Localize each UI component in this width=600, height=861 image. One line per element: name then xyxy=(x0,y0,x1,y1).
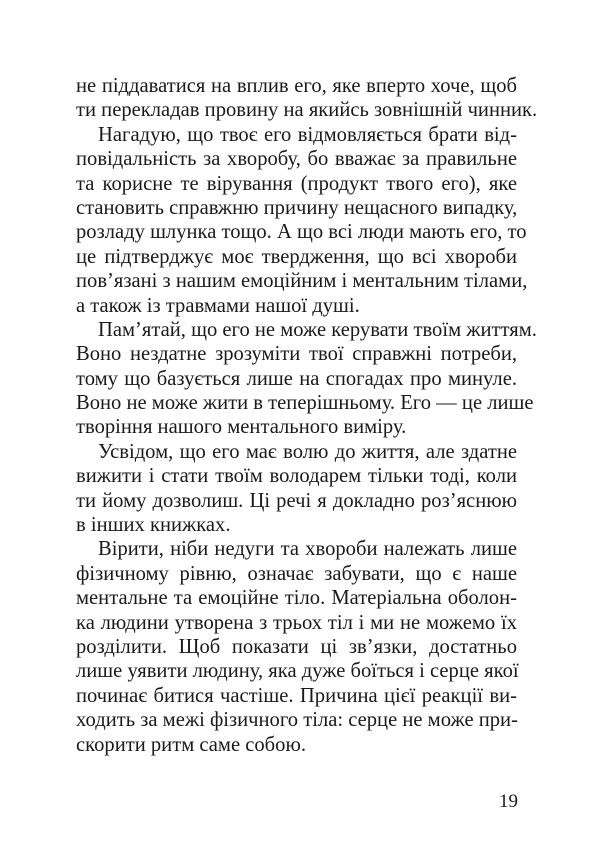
text-line: ментальне та емоційне тіло. Матеріальна оболон- xyxy=(76,587,517,610)
text-line: повідальність за хворобу, бо вважає за правильне xyxy=(76,148,517,171)
text-line: лише уявити людину, яка дуже боїться і серце якої xyxy=(76,660,519,683)
text-line: ходить за межі фізичного тіла: серце не може при- xyxy=(76,709,518,732)
text-line: не піддаватися на вплив его, яке вперто хоче, щоб xyxy=(76,75,517,97)
text-line: Вірити, ніби недуги та хвороби належать лише xyxy=(98,538,517,561)
page-number: 19 xyxy=(499,791,518,812)
text-line: скорити ритм саме собою. xyxy=(76,733,306,756)
text-line: Нагадую, що твоє его відмовляється брати від- xyxy=(98,123,517,146)
text-line: ти йому дозволиш. Ці речі я докладно роз’яснюю xyxy=(76,489,517,512)
text-line: а також із травмами нашої душі. xyxy=(76,294,360,317)
text-line: вижити і стати твоїм володарем тільки тоді, коли xyxy=(76,465,517,488)
text-line: творіння нашого ментального виміру. xyxy=(76,416,407,439)
text-line: ти перекладав провину на якийсь зовнішній чинник. xyxy=(76,99,538,122)
text-line: розладу шлунка тощо. А що всі люди мають его, то xyxy=(76,221,527,244)
text-line: в інших книжках. xyxy=(76,514,231,537)
text-line: Пам’ятай, що его не може керувати твоїм життям. xyxy=(98,318,537,341)
text-line: Воно нездатне зрозуміти твої справжні потреби, xyxy=(76,343,517,366)
text-line: та корисне те вірування (продукт твого его), яке xyxy=(76,172,517,195)
text-line: становить справжню причину нещасного випадку, xyxy=(76,196,518,219)
text-line: ка людини утворена з трьох тіл і ми не можемо їх xyxy=(76,611,517,634)
text-line: Усвідом, що его має волю до життя, але здатне xyxy=(98,440,517,463)
text-line: Воно не може жити в теперішньому. Его — це лише xyxy=(76,392,534,415)
page-body-text xyxy=(76,74,538,757)
text-line: починає битися частіше. Причина цієї реакції ви- xyxy=(76,684,517,707)
text-line: фізичному рівню, означає забувати, що є наше xyxy=(76,562,517,585)
text-line: розділити. Щоб показати ці зв’язки, достатньо xyxy=(76,635,517,658)
text-line: тому що базується лише на спогадах про минуле. xyxy=(76,367,517,390)
text-line: пов’язані з нашим емоційним і ментальним тілами, xyxy=(76,270,528,293)
text-line: це підтверджує моє твердження, що всі хвороби xyxy=(76,245,517,268)
